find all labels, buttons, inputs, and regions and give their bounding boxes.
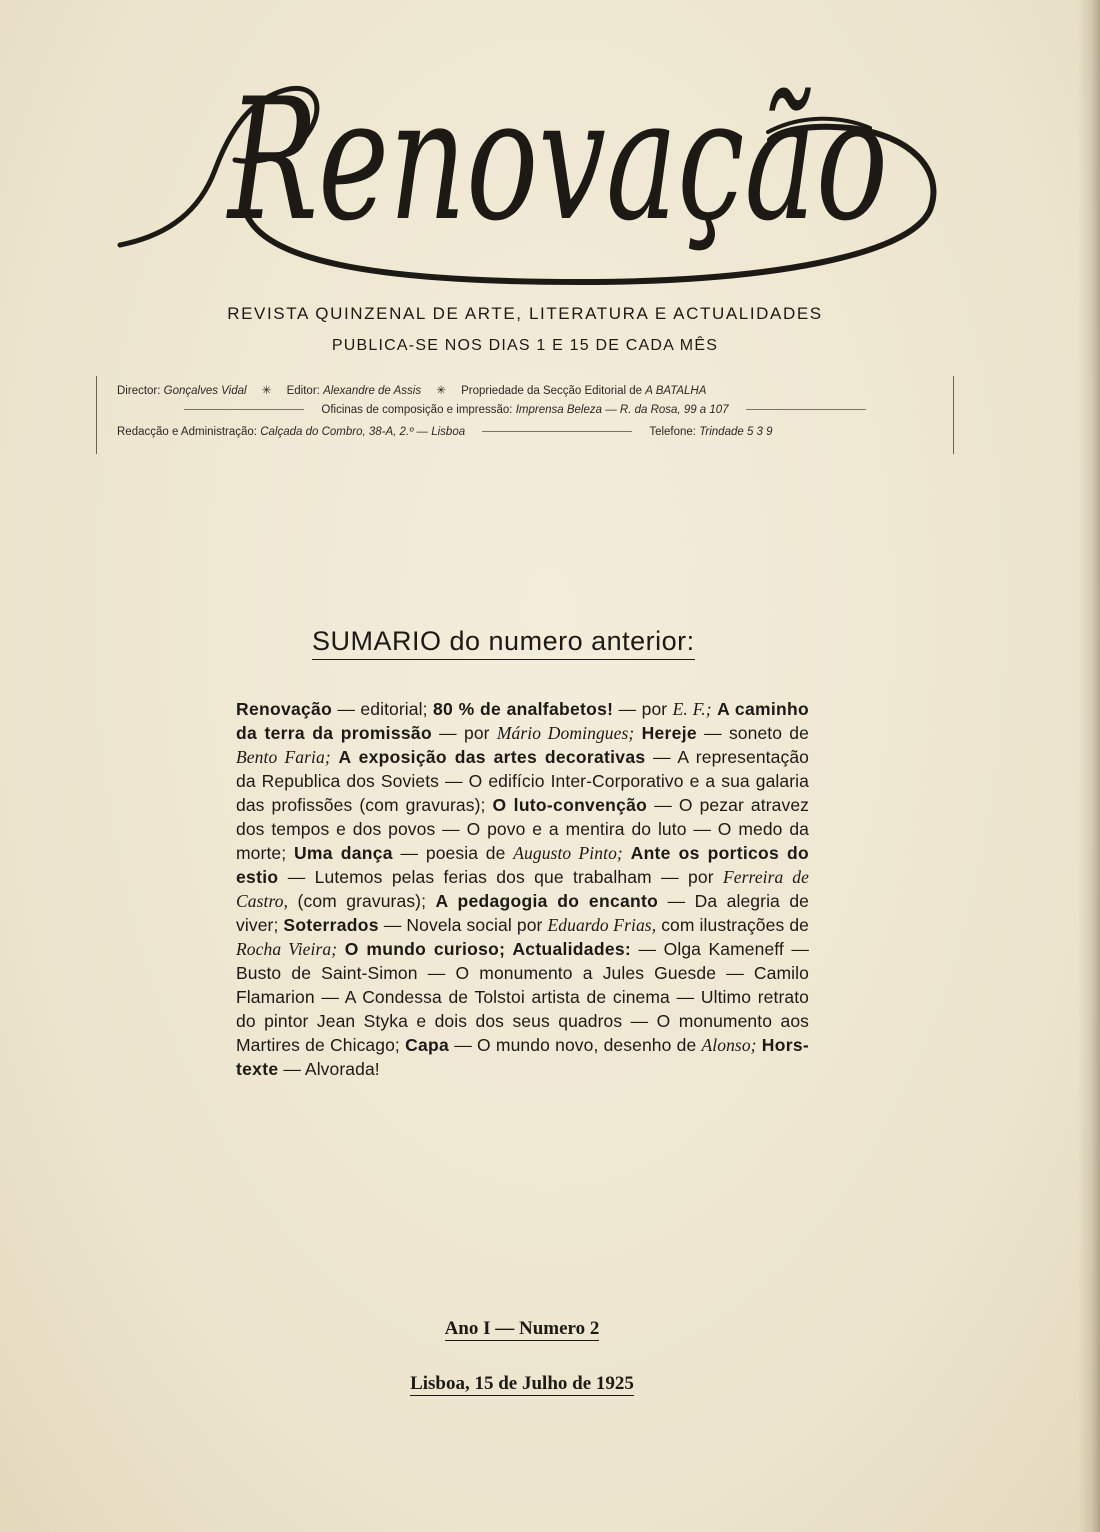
- summary-text: — editorial;: [332, 699, 433, 719]
- editor-label: Editor:: [286, 385, 320, 397]
- logo-wordmark: Renovação: [225, 62, 889, 258]
- summary-article-title: Hors-texte: [236, 1035, 809, 1079]
- summary-article-title: Soterrados: [283, 915, 379, 935]
- divider-rule: [184, 409, 304, 410]
- summary-author: Eduardo Frias,: [547, 915, 657, 935]
- magazine-subtitle: REVISTA QUINZENAL DE ARTE, LITERATURA E ACTUALIDADES: [227, 304, 823, 323]
- summary-article-title: Uma dança: [293, 843, 393, 863]
- phone-value: Trindade 5 3 9: [699, 426, 773, 438]
- summary-article-title: Hereje: [641, 723, 697, 743]
- publication-frequency: PUBLICA-SE NOS DIAS 1 E 15 DE CADA MÊS: [331, 337, 719, 354]
- summary-text: — Novela social por: [378, 915, 548, 935]
- logo-svg: [110, 60, 950, 300]
- summary-text: [634, 723, 641, 743]
- asterisk-separator-icon: ✳: [261, 385, 272, 397]
- summary-article-title: 80 % de analfabetos!: [432, 699, 614, 719]
- summary-article-title: Ante os porticos do estio: [236, 843, 809, 887]
- issue-number: [0, 1318, 1044, 1340]
- summary-text: — A representação da Republica dos Soviets — O edifício Inter-Corporativo e a sua galaria das profissões (com gravuras);: [236, 747, 809, 815]
- summary-text: — Lutemos pelas ferias dos que trabalham — por: [278, 867, 723, 887]
- credits-box: [96, 376, 954, 454]
- property-name: A BATALHA: [645, 385, 707, 397]
- summary-article-title: O mundo curioso; Actualidades:: [344, 939, 632, 959]
- director-name: Gonçalves Vidal: [163, 385, 247, 397]
- credits-line-workshops: [97, 404, 953, 422]
- issue-date-text: Lisboa, 15 de Julho de 1925: [410, 1373, 634, 1394]
- summary-author: Bento Faria;: [236, 747, 331, 767]
- address-value: Calçada do Combro, 38-A, 2.º — Lisboa: [260, 426, 466, 438]
- summary-text: — Alvorada!: [278, 1059, 380, 1079]
- summary-article-title: A caminho da terra da promissão: [236, 699, 809, 743]
- masthead-logo: [110, 60, 950, 300]
- summary-text: (com gravuras);: [288, 891, 436, 911]
- summary-text: — O mundo novo, desenho de: [449, 1035, 702, 1055]
- summary-author: Ferreira de Castro,: [236, 867, 809, 911]
- phone-label: Telefone:: [649, 426, 697, 438]
- address-label: Redacção e Administração:: [117, 426, 257, 438]
- summary-author: E. F.;: [672, 699, 712, 719]
- sumario-heading: SUMARIO do numero anterior:: [312, 626, 695, 660]
- summary-text: — Da alegria de viver;: [236, 891, 810, 935]
- summary-text: — poesia de: [392, 843, 514, 863]
- divider-rule: [746, 409, 866, 410]
- summary-text: — soneto de: [696, 723, 809, 743]
- summary-text: — por: [613, 699, 673, 719]
- summary-article-title: Capa: [405, 1035, 450, 1055]
- issue-date: [0, 1373, 1044, 1395]
- summary-text: — O pezar atravez dos tempos e dos povos — O povo e a mentira do luto — O medo da morte;: [236, 795, 810, 863]
- director-label: Director:: [117, 385, 161, 397]
- summary-text: com ilustrações de: [656, 915, 809, 935]
- summary-article-title: Renovação: [236, 699, 333, 719]
- summary-article-title: O luto-convenção: [492, 795, 648, 815]
- summary-text: — por: [431, 723, 497, 743]
- summary-article-title: A pedagogia do encanto: [435, 891, 659, 911]
- property-label: Propriedade da Secção Editorial de: [461, 385, 643, 397]
- workshops-label: Oficinas de composição e impressão:: [321, 404, 513, 416]
- credits-line-address: [97, 426, 953, 444]
- workshops-name: Imprensa Beleza — R. da Rosa, 99 a 107: [515, 404, 729, 416]
- credits-line-staff: [97, 383, 953, 401]
- summary-author: Augusto Pinto;: [513, 843, 623, 863]
- divider-rule: [482, 431, 632, 432]
- sumario-body: [236, 697, 809, 1081]
- editor-name: Alexandre de Assis: [323, 385, 422, 397]
- summary-article-title: A exposição das artes decorativas: [338, 747, 646, 767]
- page-edge-shadow: [1078, 0, 1100, 1532]
- issue-number-text: Ano I — Numero 2: [444, 1318, 600, 1339]
- summary-text: [337, 939, 345, 959]
- asterisk-separator-icon: ✳: [436, 385, 446, 397]
- summary-author: Alonso;: [701, 1035, 757, 1055]
- summary-text: — Olga Kameneff — Busto de Saint-Simon — O monumento a Jules Guesde — Camilo Flamarion — A Condessa de Tolstoi artista de cinema — Ultimo retrato do pintor Jean Styka e dois dos seus quadros — O monumento aos Martires de Chicago;: [236, 939, 809, 1055]
- summary-author: Mário Domingues;: [496, 723, 635, 743]
- summary-author: Rocha Vieira;: [236, 939, 338, 959]
- summary-text: [623, 843, 631, 863]
